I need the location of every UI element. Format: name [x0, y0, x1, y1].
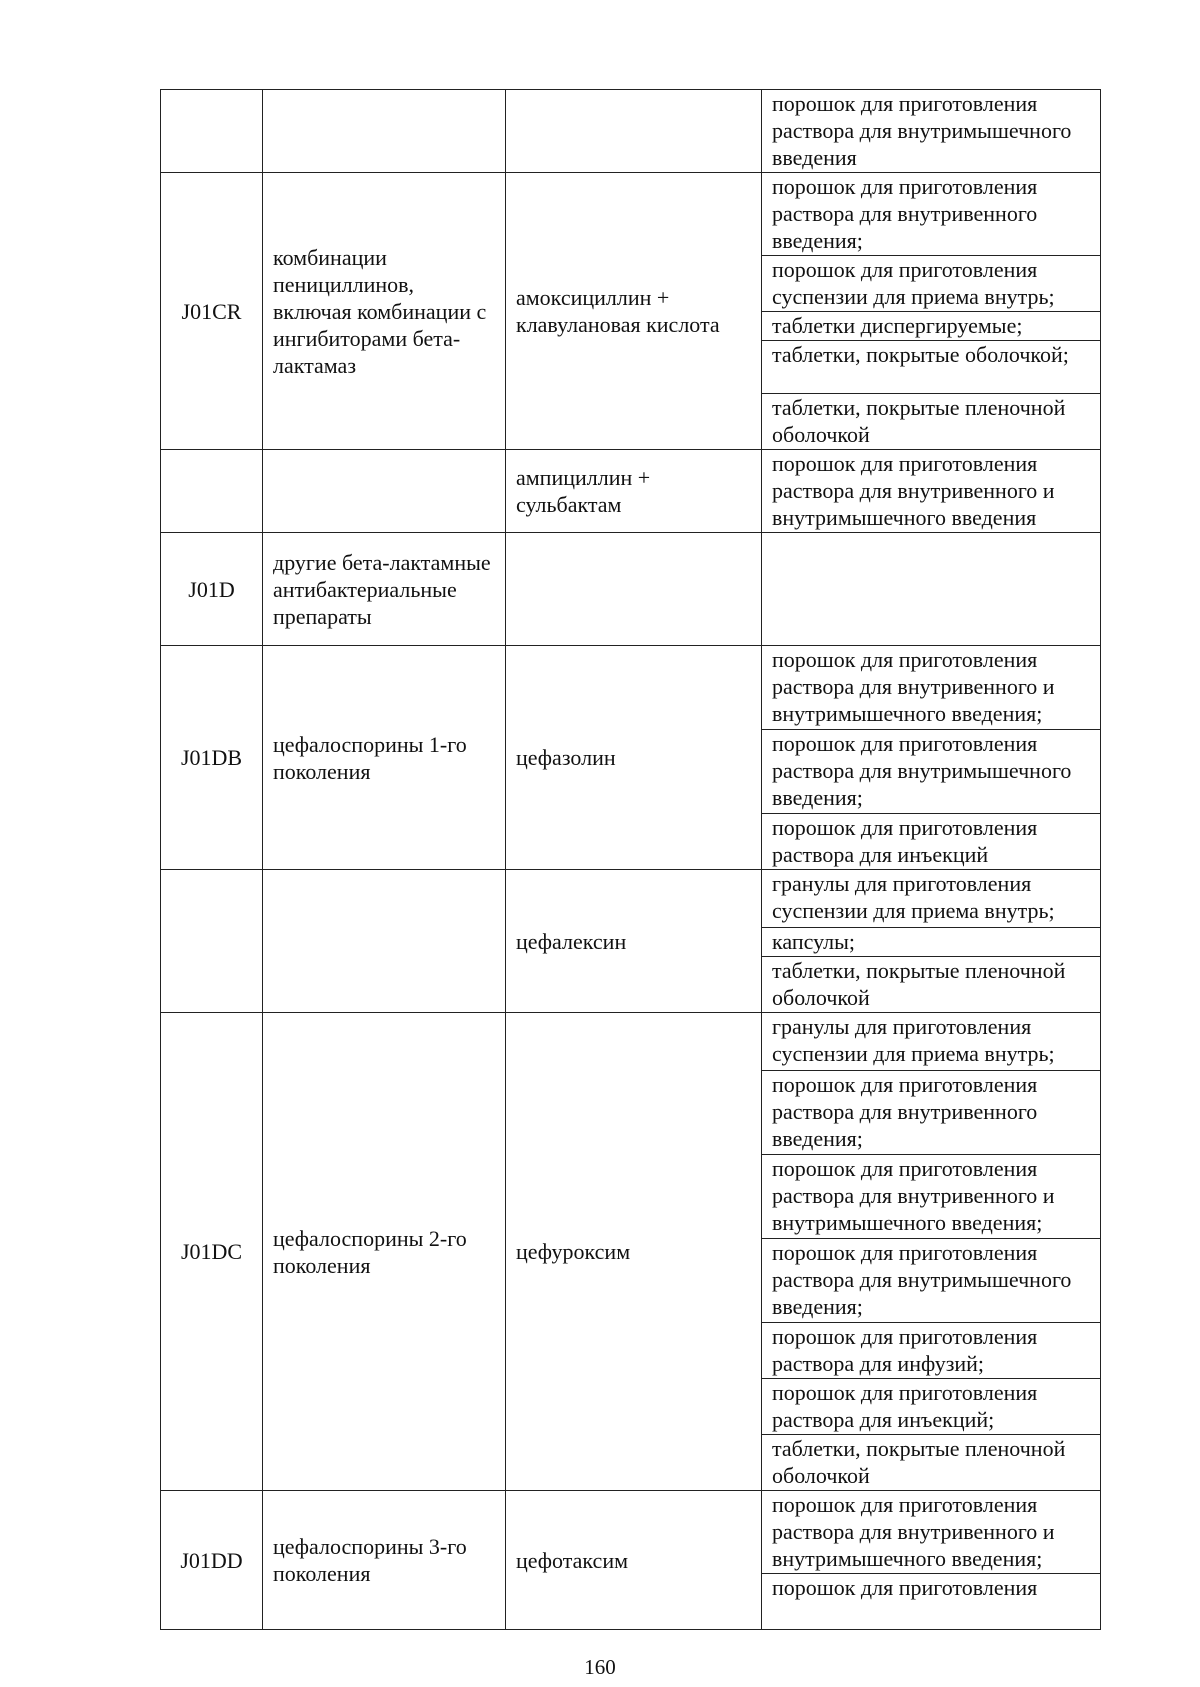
- dosage-form-cell: гранулы для приготовления суспензии для приема внутрь;: [762, 870, 1101, 928]
- table-row: [161, 90, 1101, 173]
- dosage-form-cell: порошок для приготовления раствора для внутримышечного введения: [762, 90, 1101, 173]
- group-cell: цефалоспорины 3-го поколения: [263, 1491, 506, 1630]
- dosage-form-cell: таблетки, покрытые пленочной оболочкой: [762, 957, 1101, 1013]
- drug-cell: цефуроксим: [506, 1013, 762, 1491]
- group-cell: комбинации пенициллинов, включая комбинации с ингибиторами бета-лактамаз: [263, 173, 506, 450]
- code-cell: J01D: [161, 533, 263, 646]
- group-cell: цефалоспорины 1-го поколения: [263, 646, 506, 870]
- table-row: [161, 646, 1101, 730]
- code-cell: J01DC: [161, 1013, 263, 1491]
- table-row: [161, 533, 1101, 646]
- drug-cell: амоксициллин + клавулановая кислота: [506, 173, 762, 450]
- drug-cell: [506, 533, 762, 646]
- dosage-form-cell: таблетки, покрытые оболочкой;: [762, 341, 1101, 394]
- drug-cell: [506, 90, 762, 173]
- group-cell: [263, 870, 506, 1013]
- code-cell: J01CR: [161, 173, 263, 450]
- drug-cell: цефотаксим: [506, 1491, 762, 1630]
- dosage-form-cell: порошок для приготовления раствора для внутривенного введения;: [762, 173, 1101, 256]
- dosage-form-cell: порошок для приготовления раствора для внутривенного и внутримышечного введения;: [762, 1491, 1101, 1574]
- group-cell: [263, 450, 506, 533]
- dosage-form-cell: таблетки диспергируемые;: [762, 312, 1101, 341]
- drug-cell: цефазолин: [506, 646, 762, 870]
- dosage-form-cell: гранулы для приготовления суспензии для приема внутрь;: [762, 1013, 1101, 1071]
- code-cell: J01DD: [161, 1491, 263, 1630]
- dosage-form-cell: порошок для приготовления суспензии для приема внутрь;: [762, 256, 1101, 312]
- table-row: [161, 1013, 1101, 1071]
- dosage-form-cell: порошок для приготовления раствора для внутривенного и внутримышечного введения: [762, 450, 1101, 533]
- dosage-form-cell: порошок для приготовления раствора для внутривенного и внутримышечного введения;: [762, 646, 1101, 730]
- dosage-form-cell: таблетки, покрытые пленочной оболочкой: [762, 394, 1101, 450]
- table-row: [161, 1491, 1101, 1574]
- table-row: [161, 450, 1101, 533]
- dosage-form-cell: порошок для приготовления раствора для инфузий;: [762, 1323, 1101, 1379]
- group-cell: цефалоспорины 2-го поколения: [263, 1013, 506, 1491]
- dosage-form-cell: порошок для приготовления раствора для внутривенного введения;: [762, 1071, 1101, 1155]
- page-number: 160: [584, 1655, 616, 1679]
- dosage-form-cell: порошок для приготовления раствора для внутримышечного введения;: [762, 730, 1101, 814]
- table-body: [161, 90, 1101, 1630]
- group-cell: [263, 90, 506, 173]
- drug-table: [160, 89, 1101, 1630]
- drug-cell: цефалексин: [506, 870, 762, 1013]
- dosage-form-cell: таблетки, покрытые пленочной оболочкой: [762, 1435, 1101, 1491]
- code-cell: J01DB: [161, 646, 263, 870]
- code-cell: [161, 90, 263, 173]
- group-cell: другие бета-лактамные антибактериальные препараты: [263, 533, 506, 646]
- code-cell: [161, 870, 263, 1013]
- table-row: [161, 173, 1101, 256]
- dosage-form-cell: порошок для приготовления раствора для внутривенного и внутримышечного введения;: [762, 1155, 1101, 1239]
- dosage-form-cell: порошок для приготовления раствора для инъекций: [762, 814, 1101, 870]
- drug-cell: ампициллин + сульбактам: [506, 450, 762, 533]
- code-cell: [161, 450, 263, 533]
- dosage-form-cell: порошок для приготовления раствора для внутримышечного введения;: [762, 1239, 1101, 1323]
- dosage-form-cell: [762, 533, 1101, 646]
- dosage-form-cell: порошок для приготовления: [762, 1574, 1101, 1630]
- dosage-form-cell: капсулы;: [762, 928, 1101, 957]
- table-row: [161, 870, 1101, 928]
- dosage-form-cell: порошок для приготовления раствора для инъекций;: [762, 1379, 1101, 1435]
